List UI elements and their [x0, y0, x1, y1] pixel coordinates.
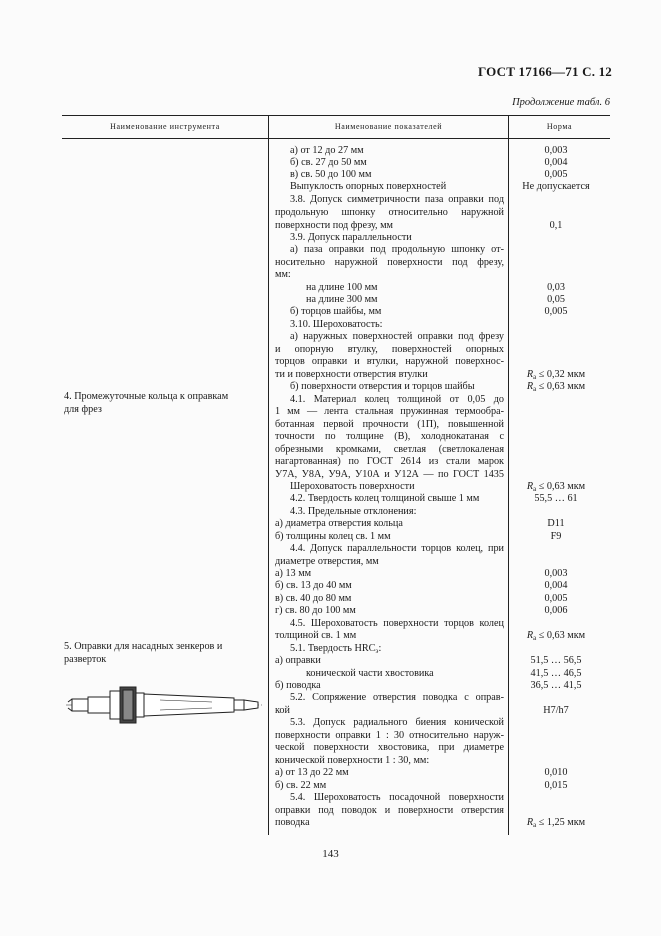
norm-value: F9: [550, 531, 562, 542]
indicator-line: 4.1. Материал колец толщиной от 0,05 до: [290, 394, 504, 405]
column-header-norm: Норма: [546, 122, 573, 131]
indicator-line: торцов оправки и втулки, наружной поверхнос-: [275, 356, 504, 367]
norm-value-roughness: $R_a \le 0,63$ мкм: [526, 630, 586, 642]
indicator-line: б) св. 22 мм: [275, 780, 327, 791]
indicator-line: а) паза оправки под продольную шпонку от-: [290, 244, 504, 255]
norm-value: D11: [547, 518, 565, 529]
norm-value: 0,005: [544, 306, 568, 317]
indicator-line: а) от 13 до 22 мм: [275, 767, 349, 778]
instrument-name: 5. Оправки для насадных зенкеров и: [64, 641, 223, 652]
document-header: ГОСТ 17166—71 С. 12: [478, 64, 612, 79]
indicator-line: 3.9. Допуск параллельности: [290, 232, 412, 243]
norm-value: 0,015: [544, 780, 568, 791]
indicator-line: а) 13 мм: [275, 568, 312, 579]
indicator-line: в) св. 40 до 80 мм: [275, 593, 352, 604]
norm-value: 51,5 … 56,5: [530, 655, 582, 666]
norm-value: 0,003: [544, 568, 568, 579]
hrc-subscript: э: [375, 647, 379, 655]
instrument-name: 4. Промежуточные кольца к оправкам: [64, 391, 229, 402]
indicator-line: носительно наружной поверхности под фрезу,: [275, 257, 504, 268]
indicator-line: поверхности оправки 1 : 30 относительно наруж-: [275, 730, 504, 741]
table-continuation-label: Продолжение табл. 6: [512, 97, 610, 108]
norm-value: H7/h7: [543, 705, 569, 716]
indicator-line: а) наружных поверхностей оправки под фрезу: [290, 331, 504, 342]
indicator-line: в) св. 50 до 100 мм: [290, 169, 372, 180]
indicator-line: ческой поверхности хвостовика, при диаметре: [275, 742, 504, 753]
column-divider-1: [268, 115, 269, 835]
indicator-line: конической части хвостовика: [306, 668, 434, 679]
norm-value: 0,004: [544, 157, 568, 168]
instrument-name: разверток: [64, 654, 107, 665]
table-header-border: [62, 138, 610, 139]
indicator-line: толщиной св. 1 мм: [275, 630, 357, 641]
norm-value: 0,006: [544, 605, 568, 616]
indicator-line: б) поверхности отверстия и торцов шайбы: [290, 381, 475, 392]
indicator-line: а) диаметра отверстия кольца: [275, 518, 403, 529]
indicator-line: 5.4. Шероховатость посадочной поверхности: [290, 792, 504, 803]
indicator-line: оправки под поводок и поверхности отверстия: [275, 805, 504, 816]
norm-value: 0,004: [544, 580, 568, 591]
indicator-line: 1 мм — лента стальная пружинная термообра-: [275, 406, 504, 417]
indicator-line: 4.5. Шероховатость поверхности торцов колец: [290, 618, 504, 629]
indicator-line: поверхности под фрезу, мм: [275, 220, 393, 231]
norm-value: Не допускается: [522, 181, 590, 192]
column-header-indicator: Наименование показателей: [334, 122, 443, 131]
indicator-line: обрезными кромками, светлая (светлокаленая: [275, 444, 504, 455]
indicator-line: ти и поверхности отверстия втулки: [275, 369, 428, 380]
indicator-line: а) от 12 до 27 мм: [290, 145, 364, 156]
indicator-line: и опорную втулку, поверхностей опорных: [275, 344, 504, 355]
indicator-line: а) оправки: [275, 655, 321, 666]
norm-value-roughness: $R_a \le 1,25$ мкм: [526, 817, 586, 829]
indicator-line: нагартованная) по ГОСТ 2614 из стали марок: [275, 456, 504, 467]
indicator-line: 5.2. Сопряжение отверстия поводка с оправ-: [290, 692, 504, 703]
indicator-line: на длине 300 мм: [306, 294, 378, 305]
indicator-line: г) св. 80 до 100 мм: [275, 605, 356, 616]
norm-value: 0,03: [547, 282, 565, 293]
norm-value: 0,05: [547, 294, 565, 305]
indicator-line-hardness: 5.1. Твердость $HRC_э$:: [290, 643, 382, 655]
indicator-line: кой: [275, 705, 290, 716]
indicator-line: 5.3. Допуск радиального биения конической: [290, 717, 504, 728]
indicator-line: мм:: [275, 269, 291, 280]
indicator-line: конической поверхности 1 : 30, мм:: [275, 755, 430, 766]
indicator-line: поводка: [275, 817, 310, 828]
norm-value-roughness: $R_a \le 0,32$ мкм: [526, 369, 586, 381]
norm-value-roughness: $R_a \le 0,63$ мкм: [526, 381, 586, 393]
indicator-line: Выпуклость опорных поверхностей: [290, 181, 447, 192]
mandrel-illustration: [62, 681, 268, 731]
table-top-border: [62, 115, 610, 116]
norm-value: 0,005: [544, 169, 568, 180]
norm-value: 0,010: [544, 767, 568, 778]
indicator-line: Шероховатость поверхности: [290, 481, 415, 492]
norm-value: 36,5 … 41,5: [530, 680, 582, 691]
indicator-line: 4.2. Твердость колец толщиной свыше 1 мм: [290, 493, 480, 504]
norm-value: 0,005: [544, 593, 568, 604]
norm-value: 41,5 … 46,5: [530, 668, 582, 679]
norm-value: 0,1: [549, 220, 563, 231]
indicator-line: б) толщины колец св. 1 мм: [275, 531, 391, 542]
indicator-line: б) св. 13 до 40 мм: [275, 580, 352, 591]
norm-value: 55,5 … 61: [534, 493, 578, 504]
indicator-line: 3.8. Допуск симметричности паза оправки под: [290, 194, 504, 205]
indicator-line: на длине 100 мм: [306, 282, 378, 293]
indicator-line: б) поводка: [275, 680, 321, 691]
norm-value-roughness: $R_a \le 0,63$ мкм: [526, 481, 586, 493]
indicator-line: 4.3. Предельные отклонения:: [290, 506, 417, 517]
indicator-line: продольную шпонку относительно наружной: [275, 207, 504, 218]
indicator-line: б) св. 27 до 50 мм: [290, 157, 367, 168]
indicator-line: 3.10. Шероховатость:: [290, 319, 383, 330]
norm-value: 0,003: [544, 145, 568, 156]
indicator-line: 4.4. Допуск параллельности торцов колец, при: [290, 543, 504, 554]
indicator-line: точности по толщине (В), холоднокатаная с: [275, 431, 504, 442]
indicator-line: У7А, У8А, У9А, У10А и У12А — по ГОСТ 1435: [275, 469, 504, 480]
indicator-line: диаметре отверстия, мм: [275, 556, 379, 567]
column-header-instrument: Наименование инструмента: [110, 122, 220, 131]
page-number: 143: [322, 848, 339, 860]
indicator-line: б) торцов шайбы, мм: [290, 306, 382, 317]
instrument-name: для фрез: [64, 404, 102, 415]
indicator-line: ботанная первой прочности (1П), повышенной: [275, 419, 504, 430]
column-divider-2: [508, 115, 509, 835]
